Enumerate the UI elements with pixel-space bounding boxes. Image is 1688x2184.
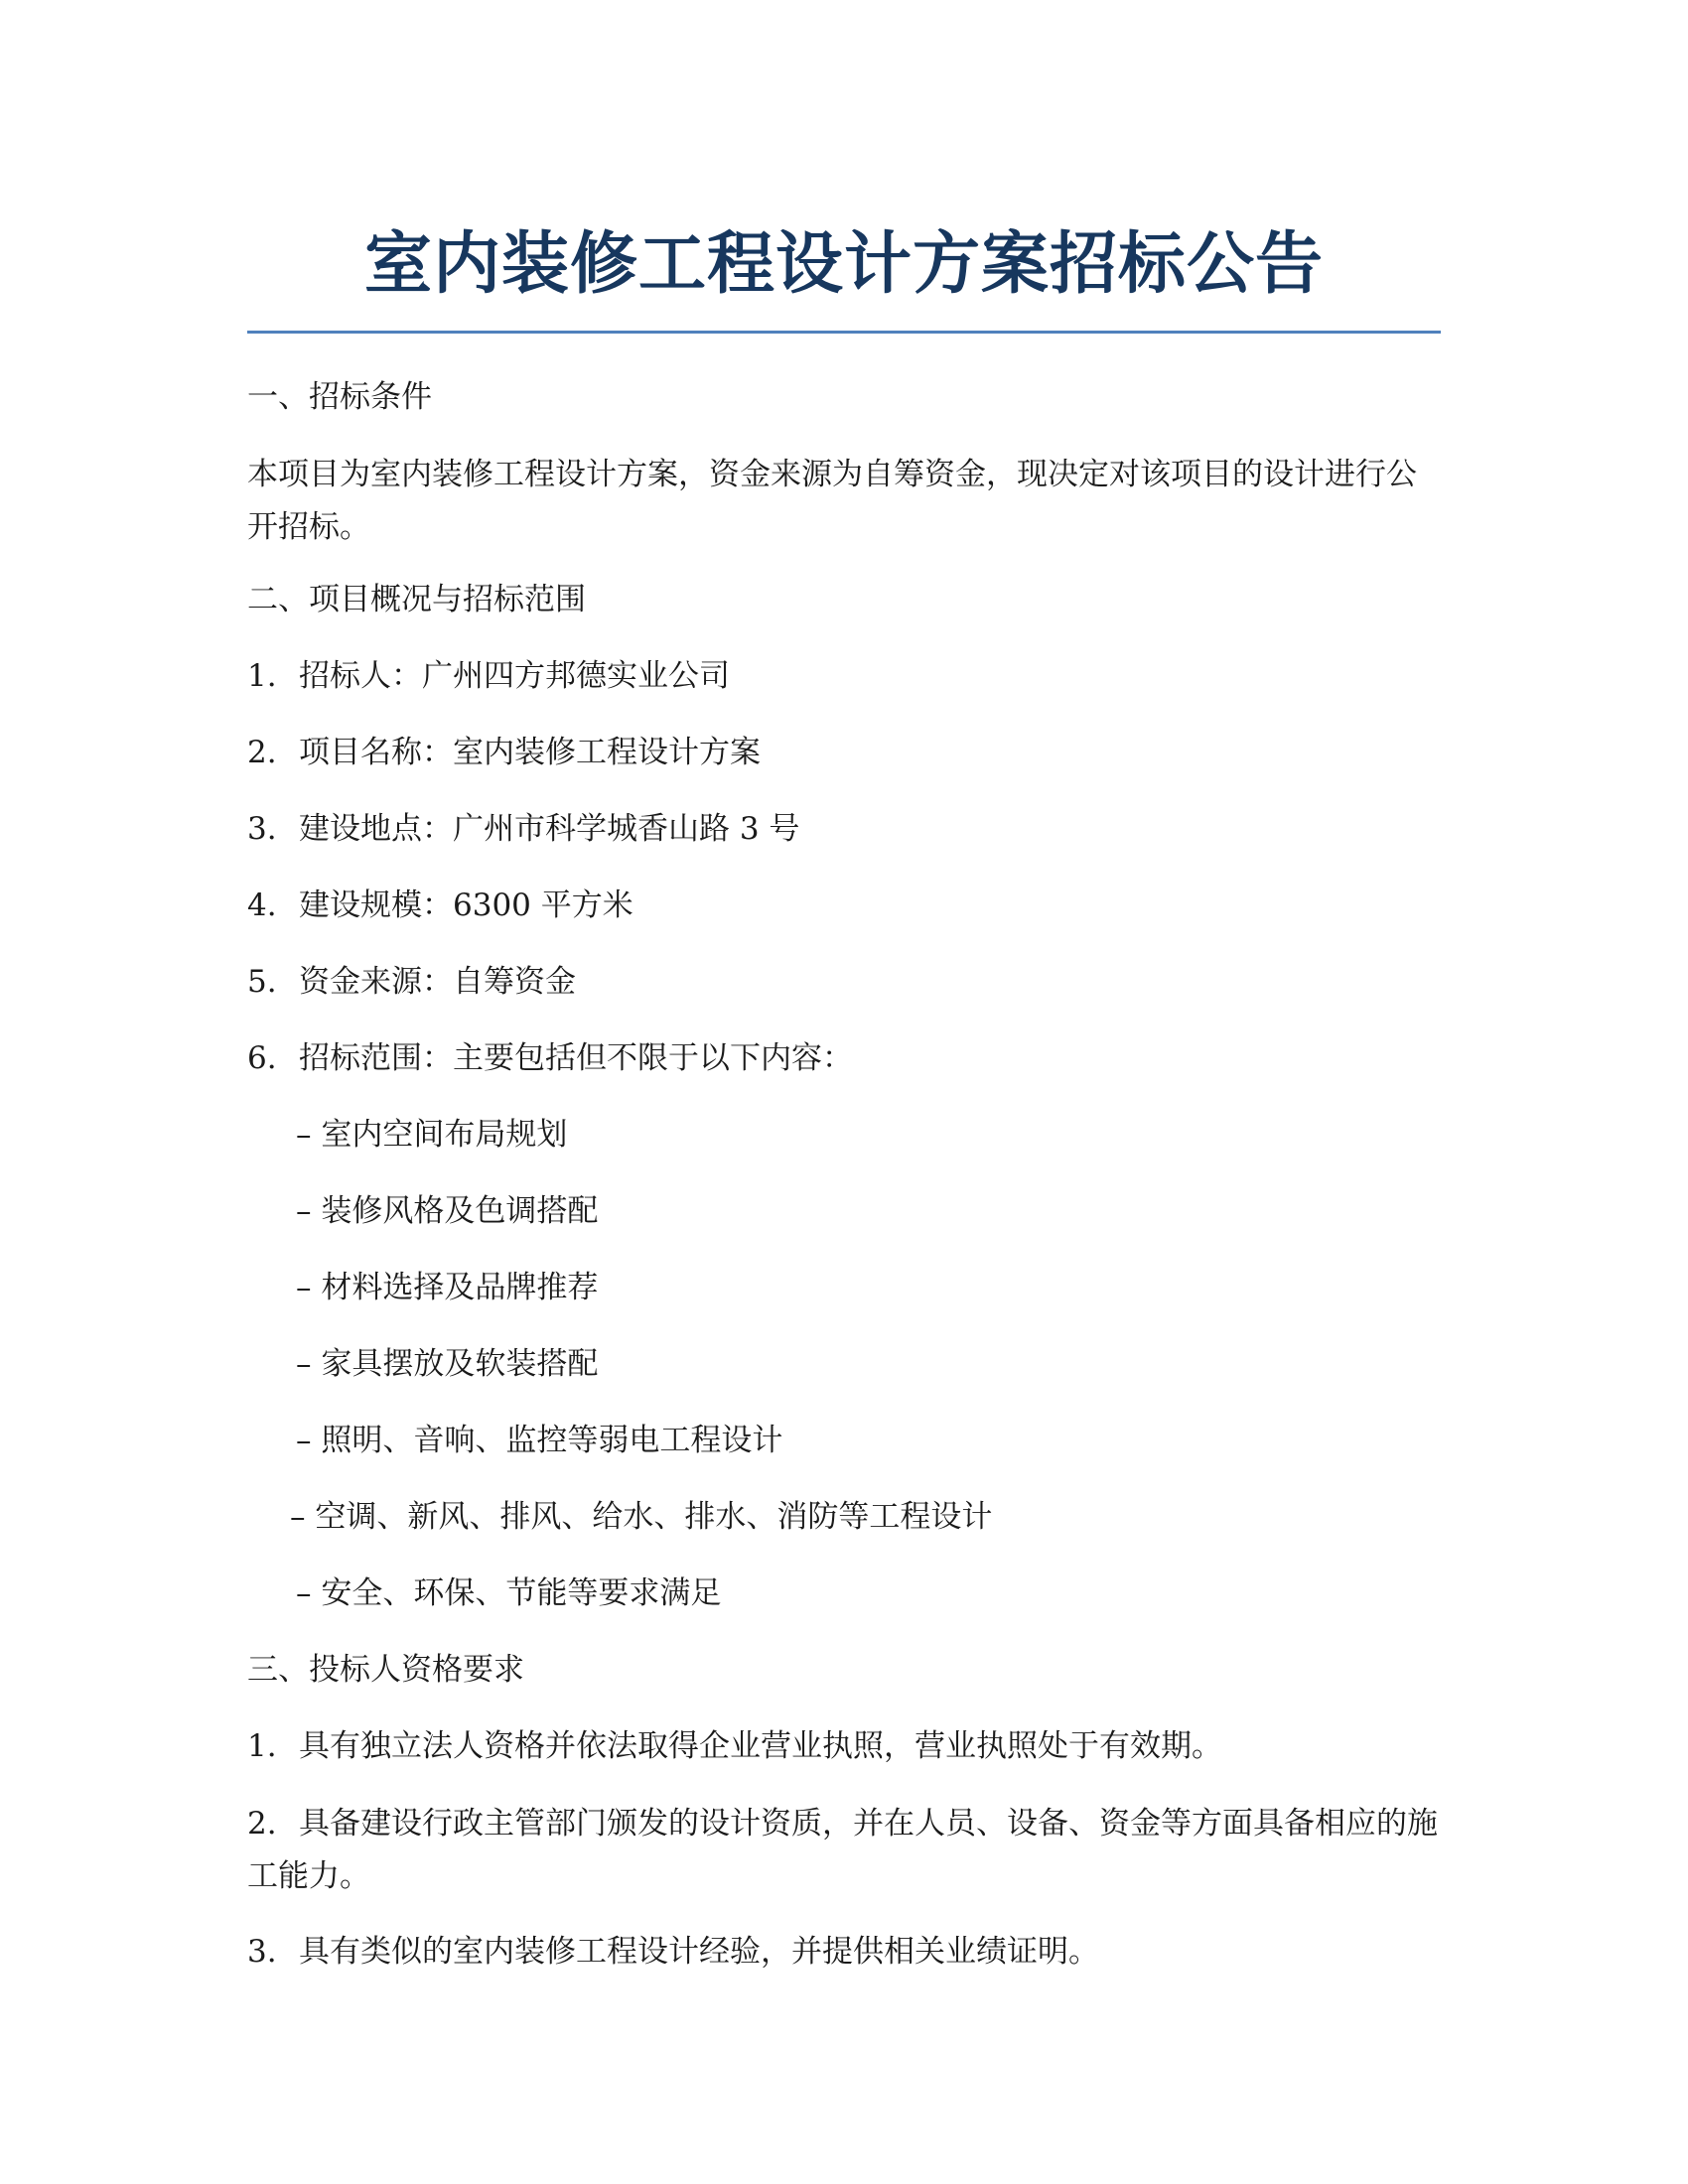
list-number: 3. bbox=[247, 1934, 277, 1970]
list-number: 2. bbox=[247, 1806, 277, 1842]
list-item bbox=[247, 957, 1441, 1007]
section-heading-3: 三、投标人资格要求 bbox=[247, 1652, 524, 1688]
scope-item: – 照明、音响、监控等弱电工程设计 bbox=[296, 1423, 783, 1458]
list-text: 招标人：广州四方邦德实业公司 bbox=[299, 658, 730, 694]
scope-item: – 安全、环保、节能等要求满足 bbox=[296, 1575, 722, 1611]
list-text: 具有独立法人资格并依法取得企业营业执照，营业执照处于有效期。 bbox=[299, 1728, 1222, 1764]
list-item bbox=[247, 651, 1441, 701]
list-item bbox=[247, 881, 1441, 930]
list-number: 1. bbox=[247, 658, 277, 694]
section-1-body: 本项目为室内装修工程设计方案，资金来源为自筹资金，现决定对该项目的设计进行公开招标。 bbox=[247, 457, 1417, 545]
list-item bbox=[247, 1927, 1441, 1977]
list-text: 资金来源：自筹资金 bbox=[299, 964, 576, 1000]
list-item bbox=[247, 1033, 1441, 1083]
list-item bbox=[247, 1798, 1441, 1903]
scope-item: – 材料选择及品牌推荐 bbox=[296, 1270, 599, 1305]
list-number: 1. bbox=[247, 1728, 277, 1764]
document-title: 室内装修工程设计方案招标公告 bbox=[363, 225, 1324, 304]
list-text: 项目名称：室内装修工程设计方案 bbox=[299, 735, 761, 770]
section-heading-1: 一、招标条件 bbox=[247, 379, 432, 415]
list-text: 具有类似的室内装修工程设计经验，并提供相关业绩证明。 bbox=[299, 1934, 1099, 1970]
title-divider bbox=[247, 331, 1441, 334]
scope-item: – 空调、新风、排风、给水、排水、消防等工程设计 bbox=[290, 1499, 993, 1535]
list-text: 具备建设行政主管部门颁发的设计资质，并在人员、设备、资金等方面具备相应的施工能力。 bbox=[247, 1806, 1438, 1894]
list-number: 3. bbox=[247, 811, 277, 847]
list-item bbox=[247, 804, 1441, 854]
list-number: 6. bbox=[247, 1040, 277, 1076]
list-item bbox=[247, 728, 1441, 777]
list-number: 5. bbox=[247, 964, 277, 1000]
list-number: 4. bbox=[247, 887, 277, 923]
scope-item: – 家具摆放及软装搭配 bbox=[296, 1346, 599, 1382]
list-text: 招标范围：主要包括但不限于以下内容： bbox=[299, 1040, 853, 1076]
list-text: 建设规模：6300 平方米 bbox=[299, 887, 633, 923]
section-heading-2: 二、项目概况与招标范围 bbox=[247, 582, 586, 617]
list-text: 建设地点：广州市科学城香山路 3 号 bbox=[299, 811, 800, 847]
list-number: 2. bbox=[247, 735, 277, 770]
scope-item: – 室内空间布局规划 bbox=[296, 1117, 568, 1153]
list-item bbox=[247, 1721, 1441, 1771]
scope-item: – 装修风格及色调搭配 bbox=[296, 1193, 599, 1229]
